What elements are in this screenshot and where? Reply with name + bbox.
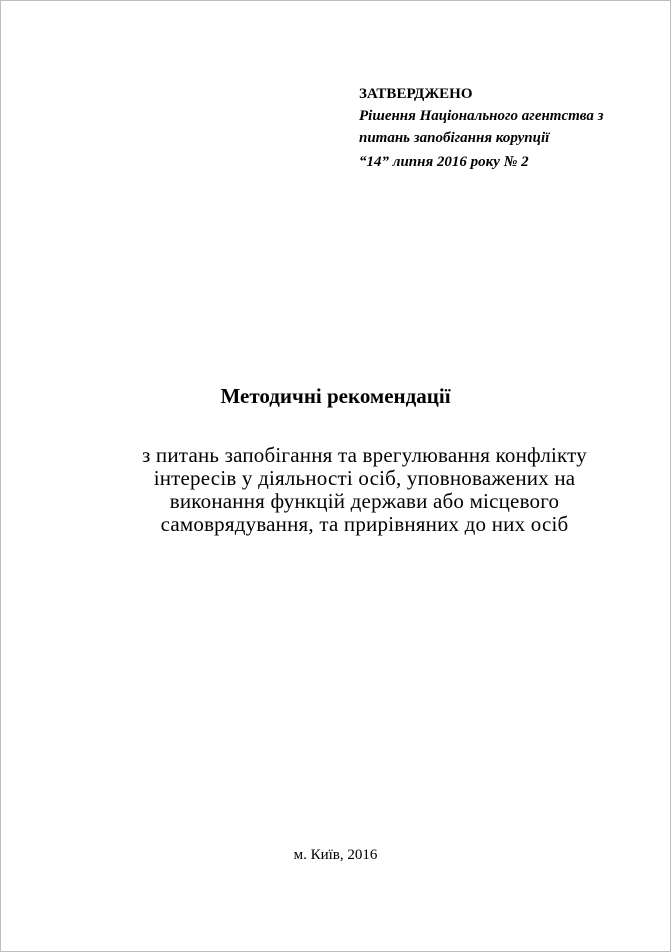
- approval-agency-line: питань запобігання корупції: [359, 130, 550, 146]
- subtitle-line: самоврядування, та прирівняних до них осіб: [160, 512, 569, 536]
- subtitle-line: виконання функцій держави або місцевого: [169, 489, 560, 513]
- approval-stamp: [359, 87, 649, 177]
- subtitle-line: з питань запобігання та врегулювання конфлікту: [141, 443, 587, 467]
- subtitle-line: інтересів у діяльності осіб, уповноважених на: [153, 466, 576, 490]
- document-title: Методичні рекомендації: [220, 384, 451, 408]
- approval-heading: ЗАТВЕРДЖЕНО: [359, 86, 473, 102]
- approval-date-line: “14” липня 2016 року № 2: [359, 154, 529, 170]
- approval-decision-line: Рішення Національного агентства з: [359, 108, 604, 124]
- document-subtitle: [86, 444, 643, 536]
- place-and-year: м. Київ, 2016: [293, 847, 378, 863]
